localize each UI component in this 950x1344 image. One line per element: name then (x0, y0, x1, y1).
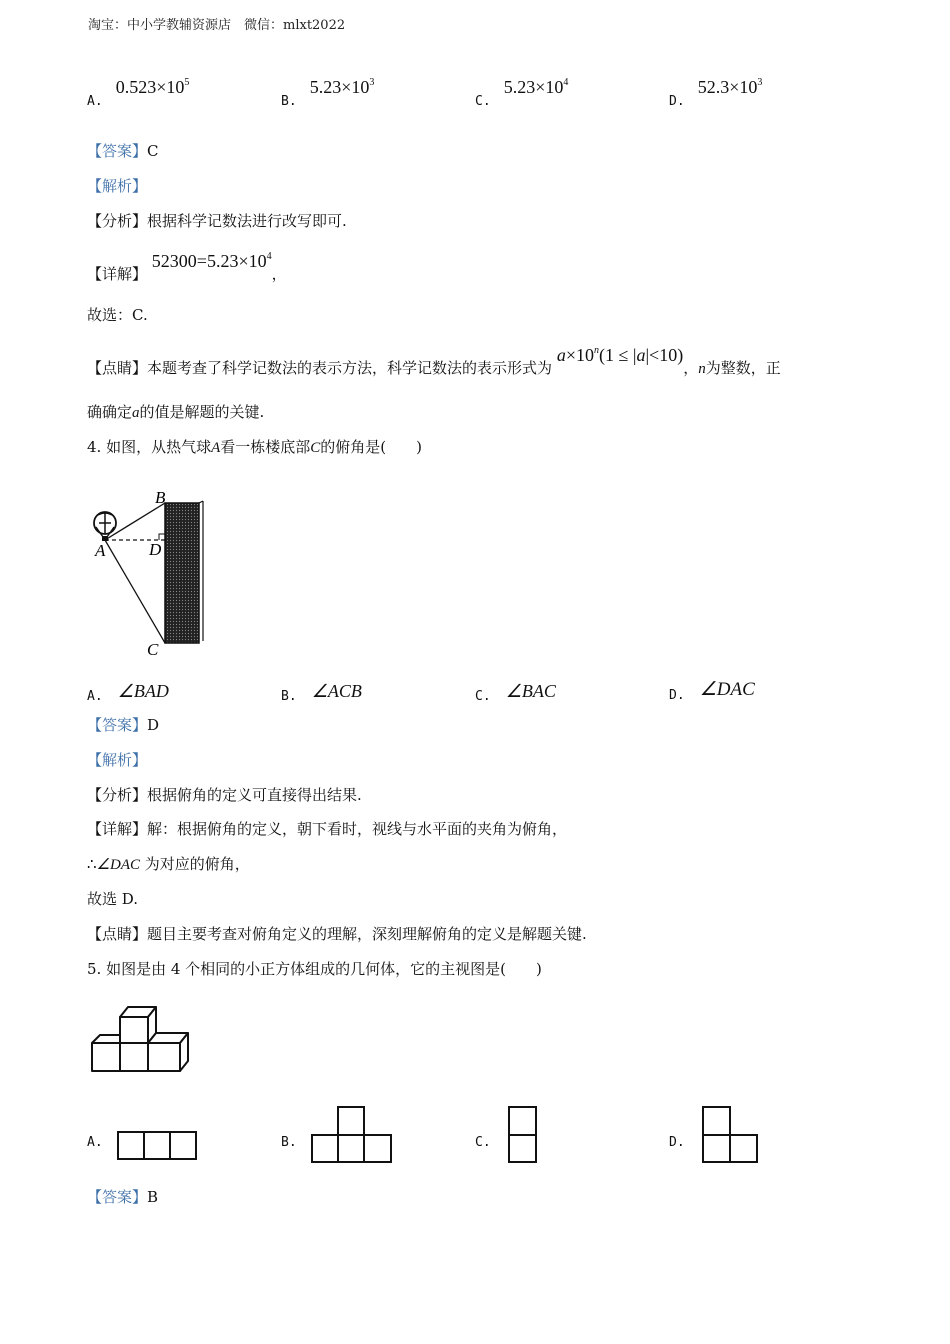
page-header: 淘宝：中小学教辅资源店 微信：mlxt2022 (88, 18, 346, 33)
q4-guxuan: 故选 D. (87, 890, 139, 908)
q4-option-c[interactable]: C. ∠BAC (475, 681, 556, 704)
q4-option-d[interactable]: D. ∠DAC (669, 679, 755, 703)
q5-answer: 【答案】B (87, 1188, 159, 1206)
q5-option-c-view (505, 1104, 541, 1166)
q3-dianjing-line2: 确确定a的值是解题的关键. (87, 403, 265, 421)
balloon-icon (94, 512, 116, 541)
q3-xiangjie: 【详解】 $52300=5.23\times 10^4$， (87, 251, 287, 283)
q3-option-c[interactable]: C. $5.23\times 10^4$ (475, 77, 569, 109)
q5-option-c[interactable]: C. (475, 1135, 491, 1150)
q4-option-b[interactable]: B. ∠ACB (281, 681, 362, 704)
q4-dianjing: 【点睛】题目主要考查对俯角定义的理解，深刻理解俯角的定义是解题关键. (87, 925, 587, 943)
q3-answer: 【答案】C (87, 142, 159, 160)
q3-fenxi: 【分析】根据科学记数法进行改写即可. (87, 212, 347, 230)
q4-stem: 4. 如图，从热气球A看一栋楼底部C的俯角是( ) (87, 438, 423, 456)
q3-option-b[interactable]: B. $5.23\times 10^3$ (281, 77, 375, 109)
q4-therefore: ∴∠DAC 为对应的俯角， (87, 855, 250, 873)
q5-option-a[interactable]: A. (87, 1135, 103, 1150)
label-c: C (147, 640, 159, 659)
q5-figure-cubes (88, 1003, 200, 1077)
q4-xiangjie: 【详解】解：根据俯角的定义，朝下看时，视线与水平面的夹角为俯角， (87, 820, 568, 838)
q4-figure-balloon-building (85, 485, 215, 660)
q5-option-d[interactable]: D. (669, 1135, 685, 1150)
q4-jiexi: 【解析】 (87, 751, 148, 769)
label-a: A (95, 541, 106, 560)
q3-option-d[interactable]: D. $52.3\times 10^3$ (669, 77, 763, 109)
q3-option-a[interactable]: A. $0.523\times 10^5$ (87, 77, 190, 109)
q5-stem: 5. 如图是由 4 个相同的小正方体组成的几何体，它的主视图是( ) (87, 960, 542, 978)
q5-option-b-view (308, 1104, 396, 1166)
q5-option-d-view (699, 1104, 761, 1166)
q3-dianjing: 【点睛】本题考查了科学记数法的表示方法，科学记数法的表示形式为 $a\times 10^n(1 \le |a|<10)$，n为整数，正 (87, 345, 781, 377)
building-shape (165, 503, 199, 643)
q4-fenxi: 【分析】根据俯角的定义可直接得出结果. (87, 786, 362, 804)
q5-option-a-view (115, 1128, 199, 1164)
q3-guxuan: 故选：C. (87, 306, 148, 324)
label-b: B (155, 488, 166, 507)
q3-jiexi: 【解析】 (87, 177, 148, 195)
q4-option-a[interactable]: A. ∠BAD (87, 681, 169, 704)
q5-option-b[interactable]: B. (281, 1135, 297, 1150)
label-d: D (149, 540, 162, 559)
q4-answer: 【答案】D (87, 716, 160, 734)
